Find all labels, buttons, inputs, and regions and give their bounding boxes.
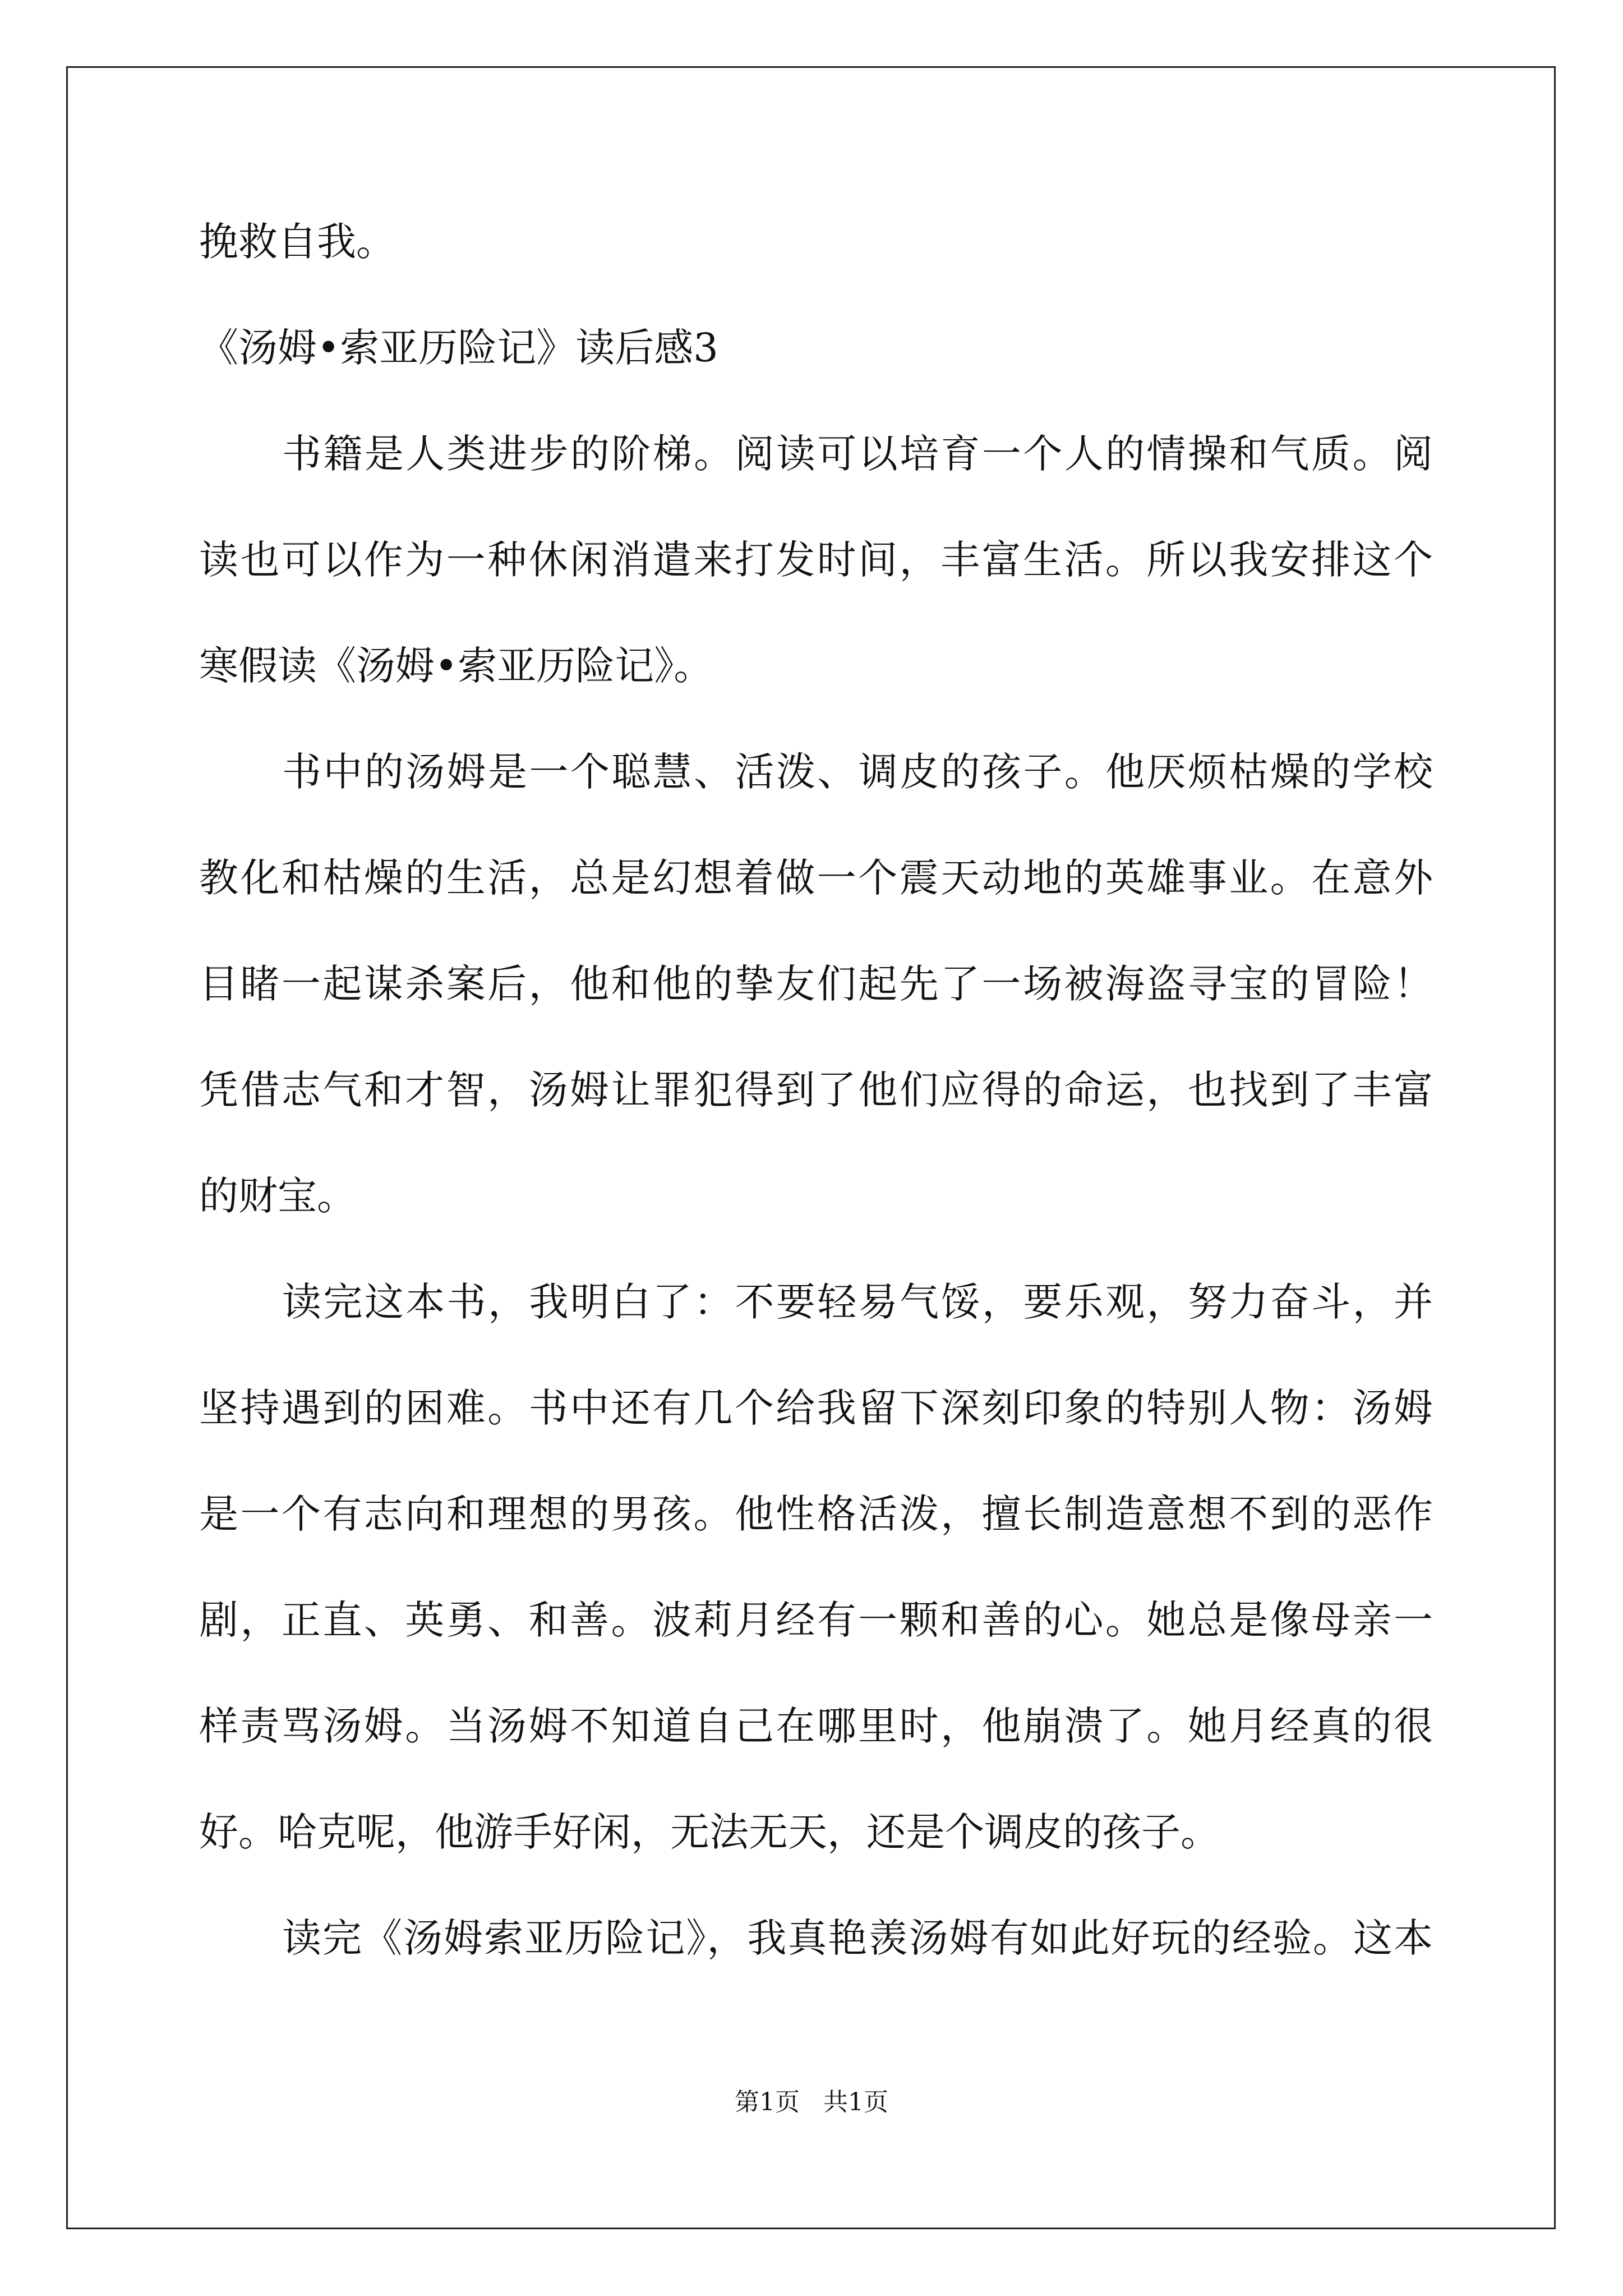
page-total: 共1页 [823, 2088, 888, 2116]
text-line-17: 读完《汤姆索亚历险记》，我真艳羡汤姆有如此好玩的经验。这本 [282, 1915, 1433, 1961]
page-number: 第1页 [735, 2088, 800, 2116]
text-line-11: 读完这本书，我明白了：不要轻易气馁，要乐观，努力奋斗，并 [282, 1279, 1433, 1325]
text-line-6: 书中的汤姆是一个聪慧、活泼、调皮的孩子。他厌烦枯燥的学校 [282, 749, 1433, 795]
text-line-14: 剧，正直、英勇、和善。波莉月经有一颗和善的心。她总是像母亲一 [199, 1597, 1433, 1643]
text-line-8: 目睹一起谋杀案后，他和他的挚友们起先了一场被海盗寻宝的冒险！ [199, 961, 1433, 1007]
page-border [66, 66, 1556, 2229]
text-line-16: 好。哈克呢，他游手好闲，无法无天，还是个调皮的孩子。 [199, 1809, 1220, 1855]
text-line-1: 挽救自我。 [199, 219, 395, 265]
text-line-13: 是一个有志向和理想的男孩。他性格活泼，擅长制造意想不到的恶作 [199, 1491, 1433, 1537]
text-line-4: 读也可以作为一种休闲消遣来打发时间，丰富生活。所以我安排这个 [199, 537, 1433, 583]
footer-spacer [800, 2088, 823, 2116]
text-line-2: 《汤姆•索亚历险记》读后感3 [199, 325, 718, 371]
text-line-15: 样责骂汤姆。当汤姆不知道自己在哪里时，他崩溃了。她月经真的很 [199, 1703, 1433, 1749]
text-line-3: 书籍是人类进步的阶梯。阅读可以培育一个人的情操和气质。阅 [282, 431, 1433, 477]
text-line-9: 凭借志气和才智，汤姆让罪犯得到了他们应得的命运，也找到了丰富 [199, 1067, 1433, 1113]
text-line-7: 教化和枯燥的生活，总是幻想着做一个震天动地的英雄事业。在意外 [199, 855, 1433, 901]
text-line-5: 寒假读《汤姆•索亚历险记》。 [199, 643, 713, 689]
text-line-12: 坚持遇到的困难。书中还有几个给我留下深刻印象的特别人物：汤姆 [199, 1385, 1433, 1431]
text-line-10: 的财宝。 [199, 1173, 356, 1219]
page-footer [0, 2086, 1623, 2119]
